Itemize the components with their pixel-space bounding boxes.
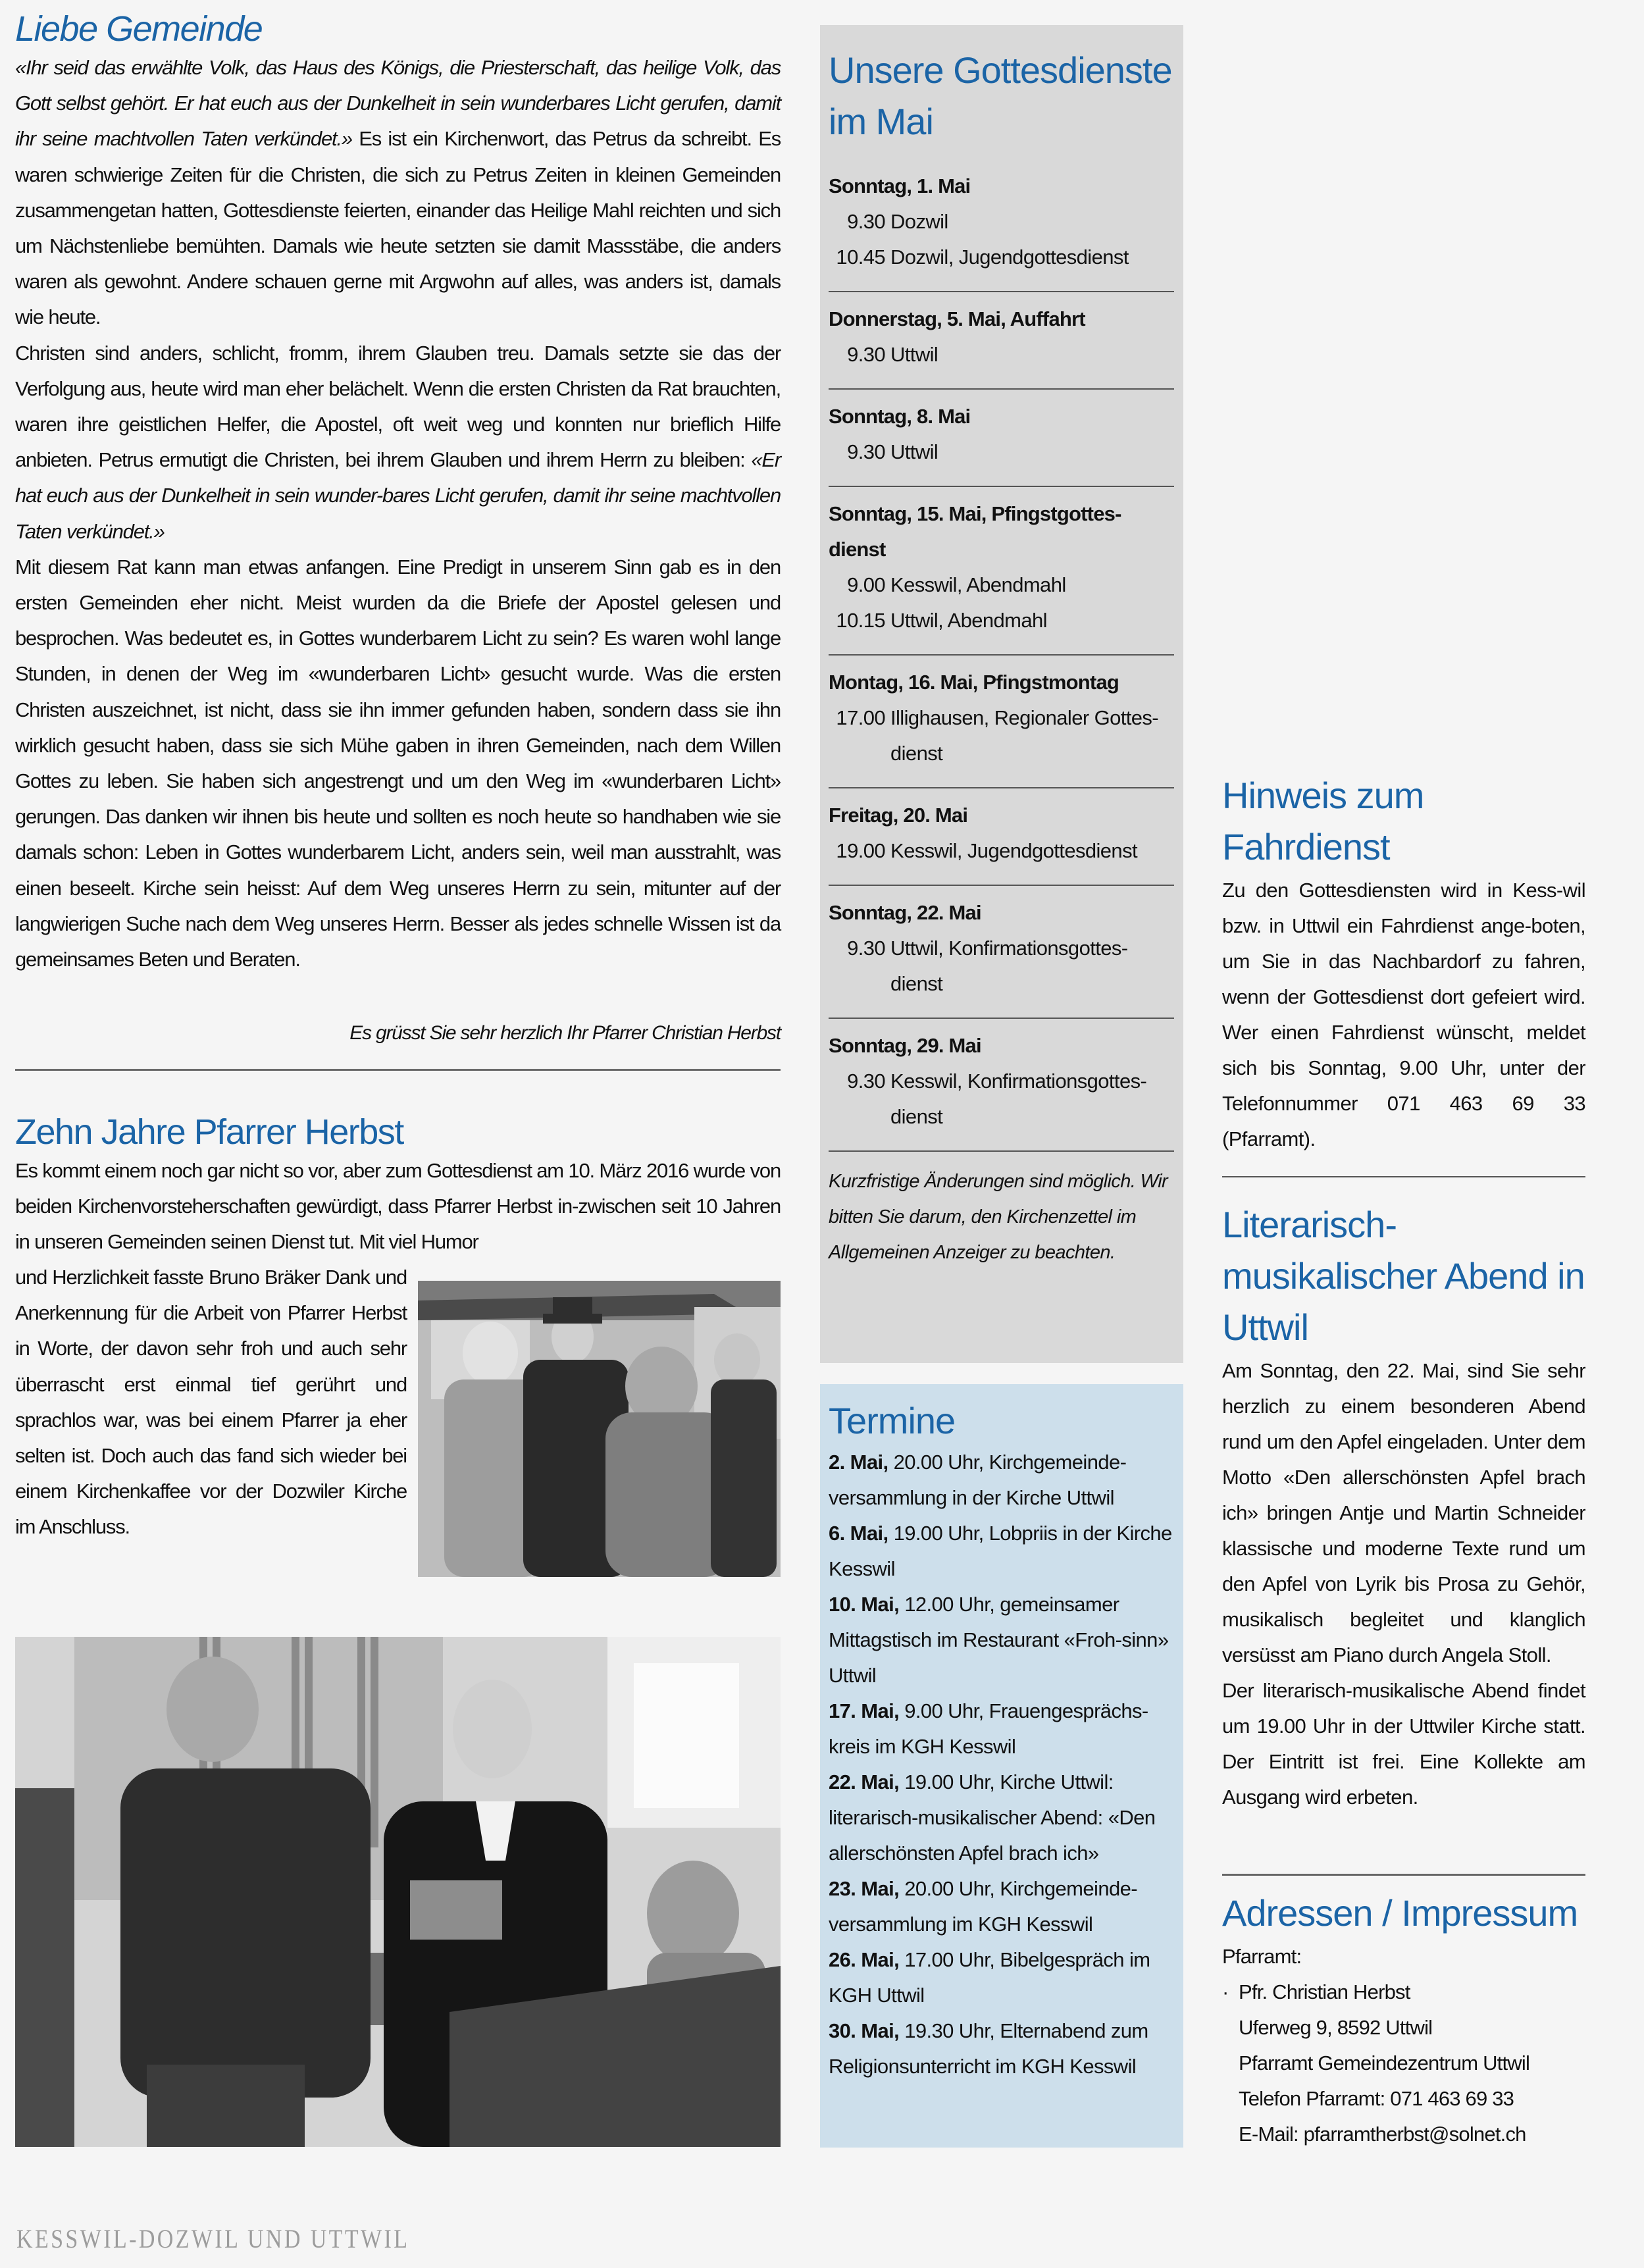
adressen-name-row (1222, 1974, 1591, 2010)
termine-text: 20.00 Uhr, Kirchgemeinde-versammlung in der Kirche Uttwil (829, 1451, 1127, 1509)
letter-title: Liebe Gemeinde (15, 9, 263, 49)
service-time: 10.15 (836, 609, 885, 632)
termine-text: 19.00 Uhr, Lobpriis in der Kirche Kesswil (829, 1522, 1172, 1580)
termine-title: Termine (829, 1400, 956, 1441)
termine-item (829, 1871, 1174, 1942)
service-entry (829, 240, 1174, 275)
service-time: 17.00 (836, 706, 885, 729)
termine-item (829, 1942, 1174, 2013)
letter-paragraph-3: Mit diesem Rat kann man etwas anfangen. Eine Predigt in unserem Sinn gab es in den ersten Gemeinden eher nicht. Meist wurden da die Briefe der Apostel gelesen und besprochen. Was bedeutet es, in Gottes wunderbarem Licht zu sein? Es waren wohl lange Stunden, in denen der Weg im «wunderbaren Licht» gesucht wurde. Was die ersten Christen auszeichnet, ist nicht, dass sie ihn immer gefunden haben, sondern dass sie ihn wirklich gesucht haben, dass sie sich Mühe gaben in ihren Gemeinden, nach dem Willen Gottes zu leben. Sie haben sich angestrengt und um den Weg im «wunderbaren Licht» gerungen. Das danken wir ihnen bis heute und sollten es noch heute so handhaben wie sie damals schon: Leben in Gottes wunderbarem Licht, anders sein, weil man ausstrahlt, was einen beseelt. Kirche sein heisst: Auf dem Weg unseres Herrn zu sein, mitunter auf der langwierigen Suche nach dem Weg unseres Herrn. Besser als jedes schnelle Wissen ist da gemeinsames Beten und Beraten. (15, 555, 781, 971)
letter-signature: Es grüsst Sie sehr herzlich Ihr Pfarrer Christian Herbst (349, 1022, 781, 1044)
service-time: 10.45 (836, 245, 885, 269)
service-entry (829, 434, 1174, 470)
termine-date: 22. Mai, (829, 1770, 900, 1793)
termine-date: 17. Mai, (829, 1699, 900, 1722)
service-time: 9.30 (847, 210, 885, 233)
service-divider (829, 1150, 1174, 1152)
termine-text: 19.00 Uhr, Kirche Uttwil: literarisch-musikalischer Abend: «Den allerschönsten Apfel brach ich» (829, 1770, 1156, 1865)
service-place: Dozwil (890, 210, 948, 233)
termine-box (820, 1384, 1183, 2148)
photo-pastor-handshake (15, 1637, 781, 2147)
service-day (829, 656, 1174, 788)
termine-text: 19.30 Uhr, Elternabend zum Religionsunterricht im KGH Kesswil (829, 2019, 1148, 2078)
service-entry (829, 337, 1174, 373)
section-divider (1222, 1176, 1585, 1177)
service-time: 9.00 (847, 573, 885, 596)
termine-item (829, 1587, 1174, 1693)
adressen-title: Adressen / Impressum (1222, 1892, 1578, 1934)
service-time: 19.00 (836, 839, 885, 862)
termine-date: 2. Mai, (829, 1451, 888, 1474)
service-time: 9.30 (847, 937, 885, 960)
termine-item (829, 1516, 1174, 1587)
services-list (829, 159, 1174, 1152)
service-place: Illighausen, Regionaler Gottes-dienst (890, 706, 1159, 765)
address-email[interactable]: E-Mail: pfarramtherbst@solnet.ch (1239, 2123, 1526, 2146)
bullet-icon: · (1222, 1980, 1229, 2003)
service-time: 9.30 (847, 1070, 885, 1093)
termine-date: 6. Mai, (829, 1522, 888, 1545)
service-day (829, 159, 1174, 292)
service-date: Sonntag, 15. Mai, Pfingstgottes-dienst (829, 502, 1121, 561)
service-place: Dozwil, Jugendgottesdienst (890, 245, 1129, 269)
termine-text: 17.00 Uhr, Bibelgespräch im KGH Uttwil (829, 1948, 1150, 2007)
service-entry (829, 833, 1174, 869)
service-entry (829, 1064, 1174, 1135)
address-street: Uferweg 9, 8592 Uttwil (1239, 2016, 1433, 2039)
address-center: Pfarramt Gemeindezentrum Uttwil (1239, 2051, 1530, 2075)
photo-group-outdoors (418, 1281, 781, 1577)
service-date: Sonntag, 22. Mai (829, 901, 981, 924)
service-day (829, 788, 1174, 886)
photo-organ-congratulation (15, 1637, 781, 2147)
letter-quote-2: «Er hat euch aus der Dunkelheit in sein wunder-bares Licht gerufen, damit ihr seine machtvollen Taten verkündet.» (15, 448, 781, 543)
fahrdienst-section (1222, 770, 1585, 1157)
service-date: Sonntag, 29. Mai (829, 1034, 981, 1057)
service-entry (829, 603, 1174, 638)
service-place: Kesswil, Jugendgottesdienst (890, 839, 1137, 862)
anniversary-title: Zehn Jahre Pfarrer Herbst (15, 1112, 403, 1152)
service-date: Montag, 16. Mai, Pfingstmontag (829, 671, 1119, 694)
termine-item (829, 1765, 1174, 1871)
service-entry (829, 700, 1174, 771)
termine-date: 23. Mai, (829, 1877, 900, 1900)
letter-paragraph-2 (15, 336, 781, 550)
service-place: Kesswil, Abendmahl (890, 573, 1066, 596)
service-day (829, 1019, 1174, 1152)
abend-paragraph-1: Am Sonntag, den 22. Mai, sind Sie sehr herzlich zu einem besonderen Abend rund um den Apfel eingeladen. Unter dem Motto «Den allerschönsten Apfel brach ich» bringen Antje und Martin Schneider klassische und moderne Texte rund um den Apfel von Lyrik bis Prosa zu Gehör, musikalisch begleitet und klanglich versüsst am Piano durch Angela Stoll. (1222, 1359, 1585, 1666)
service-day (829, 886, 1174, 1019)
adressen-label: Pfarramt: (1222, 1945, 1302, 1968)
service-place: Kesswil, Konfirmationsgottes-dienst (890, 1070, 1147, 1128)
letter-paragraph-1 (15, 50, 781, 336)
termine-text: 9.00 Uhr, Frauengesprächs-kreis im KGH Kesswil (829, 1699, 1148, 1758)
termine-date: 26. Mai, (829, 1948, 900, 1971)
service-time: 9.30 (847, 440, 885, 463)
service-time: 9.30 (847, 343, 885, 366)
anniversary-body-continued: und Herzlichkeit fasste Bruno Bräker Dank und Anerkennung für die Arbeit von Pfarrer Herbst in Worte, der davon sehr froh und auch sehr überrascht erst einmal tief gerührt und sprachlos war, was bei einem Pfarrer ja eher selten ist. Doch auch das fand sich wieder bei einem Kirchenkaffee vor der Dozwiler Kirche im Anschluss. (15, 1266, 407, 1539)
service-place: Uttwil, Konfirmationsgottes-dienst (890, 937, 1128, 995)
adressen-section (1222, 1888, 1591, 2152)
service-place: Uttwil, Abendmahl (890, 609, 1047, 632)
service-place: Uttwil (890, 343, 938, 366)
service-entry (829, 567, 1174, 603)
service-date: Sonntag, 8. Mai (829, 405, 971, 428)
service-entry (829, 931, 1174, 1002)
termine-item (829, 2013, 1174, 2084)
service-day (829, 390, 1174, 487)
letter-paragraph-1-text: Es ist ein Kirchenwort, das Petrus da schreibt. Es waren schwierige Zeiten für die Christen, die sich zu Petrus Zeiten in kleinen Gemeinden zusammengetan hatten, Gottesdienste feierten, einander das Heilige Mahl reichten und sich um Nächstenliebe bemühten. Damals wie heute setzten sie damit Massstäbe, die anders waren als gewohnt. Andere schauen gerne mit Argwohn auf alles, was anders ist, damals wie heute. (15, 127, 781, 329)
service-date: Donnerstag, 5. Mai, Auffahrt (829, 307, 1085, 330)
service-day (829, 487, 1174, 656)
letter-quote-intro: «Ihr seid das erwählte Volk, das Haus des Königs, die Priesterschaft, das heilige Volk, das Gott selbst gehört. Er hat euch aus der Dunkelheit in sein wunderbares Licht gerufen, damit ihr seine machtvollen Taten verkündet.» (15, 56, 781, 151)
section-divider (1222, 1874, 1585, 1876)
termine-date: 30. Mai, (829, 2019, 900, 2042)
abend-paragraph-2: Der literarisch-musikalische Abend findet um 19.00 Uhr in der Uttwiler Kirche statt. Der Eintritt ist frei. Eine Kollekte am Ausgang wird erbeten. (1222, 1679, 1585, 1809)
address-phone: Telefon Pfarramt: 071 463 69 33 (1239, 2087, 1514, 2110)
services-note: Kurzfristige Änderungen sind möglich. Wir bitten Sie darum, den Kirchenzettel im Allgemeinen Anzeiger zu beachten. (829, 1171, 1168, 1263)
service-date: Sonntag, 1. Mai (829, 174, 971, 197)
termine-item (829, 1693, 1174, 1765)
termine-text: 12.00 Uhr, gemeinsamer Mittagstisch im Restaurant «Froh-sinn» Uttwil (829, 1593, 1169, 1687)
termine-item (829, 1445, 1174, 1516)
letter-body (15, 50, 781, 977)
service-entry (829, 204, 1174, 240)
abend-section (1222, 1199, 1585, 1815)
abend-title: Literarisch-musikalischer Abend in Uttwil (1222, 1204, 1585, 1348)
anniversary-body-intro: Es kommt einem noch gar nicht so vor, aber zum Gottesdienst am 10. März 2016 wurde von beiden Kirchenvorsteherschaften gewürdigt, dass Pfarrer Herbst in-zwischen seit 10 Jahren in unseren Gemeinden seinen Dienst tut. Mit viel Humor (15, 1159, 781, 1254)
photo-church-coffee-group (418, 1281, 781, 1577)
pastor-name: Pfr. Christian Herbst (1239, 1980, 1410, 2003)
service-day (829, 292, 1174, 390)
fahrdienst-body: Zu den Gottesdiensten wird in Kess-wil bzw. in Uttwil ein Fahrdienst ange-boten, um Sie in das Nachbardorf zu fahren, wenn der Gottesdienst dort gefeiert wird. Wer einen Fahrdienst wünscht, meldet sich bis Sonntag, 9.00 Uhr, unter der Telefonnummer 071 463 69 33 (Pfarramt). (1222, 879, 1585, 1150)
letter-paragraph-2-text: Christen sind anders, schlicht, fromm, ihrem Glauben treu. Damals setzte sie das der Verfolgung aus, heute wird man eher belächelt. Wenn die ersten Christen da Rat brauchten, waren ihre geistlichen Helfer, die Apostel, oft weit weg und konnten nur brieflich Hilfe anbieten. Petrus ermutigt die Christen, bei ihrem Glauben und ihrem Herrn zu bleiben: (15, 341, 781, 472)
service-date: Freitag, 20. Mai (829, 804, 968, 827)
section-divider (15, 1069, 781, 1071)
termine-date: 10. Mai, (829, 1593, 900, 1616)
fahrdienst-title: Hinweis zum Fahrdienst (1222, 775, 1424, 867)
footer-parish-name: KESSWIL-DOZWIL UND UTTWIL (16, 2224, 410, 2254)
service-place: Uttwil (890, 440, 938, 463)
services-box (820, 25, 1183, 1363)
services-title: Unsere Gottesdienste im Mai (829, 49, 1172, 142)
termine-list (829, 1445, 1174, 2084)
termine-text: 20.00 Uhr, Kirchgemeinde-versammlung im KGH Kesswil (829, 1877, 1137, 1936)
